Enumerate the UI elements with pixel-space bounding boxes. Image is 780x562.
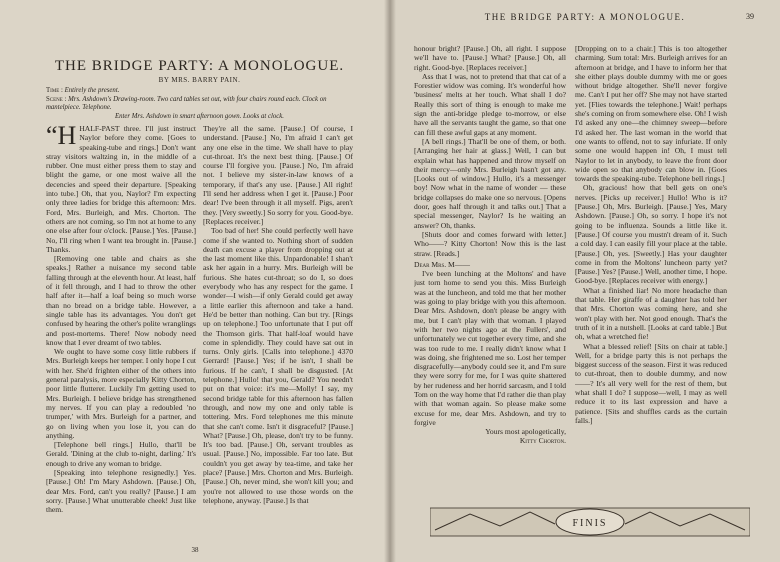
article-title: THE BRIDGE PARTY: A MONOLOGUE. — [54, 58, 345, 74]
book-gutter — [384, 0, 396, 562]
time-text: Entirely the present. — [64, 87, 120, 94]
paragraph: Oh, gracious! how that bell gets on one's nerves. [Picks up receiver.] Hullo! Who is it? [Pause.] Oh, Mrs. Burleigh. [Pause.] Yes, Mary Ashdown. [Pause.] Oh, so sorry. I hope it's not going to be influenza. Sounds a little like it. [Pause.] Of course you mustn't dream of it. Such a cold day. I can easily fill your place at the table. [Pause.] Oh, yes. [Sweetly.] Has your daughter come in from the Moltons' luncheon party yet? [Pause.] Yes? [Pause.] Well, another time, I hope. Good-bye. [Replaces receiver with energy.] — [575, 183, 727, 286]
paragraph: [Removing one table and chairs as she speaks.] Rather a nuisance my second table falling through at the eleventh hour. At least, half of it fell through, and I had to throw the other half after it—half a loaf being so much worse than no bread on a bridge table. However, a single table has its advantages. You don't get confused by hearing the other's polite wranglings and post-mortems. There! Now nobody need know that I ever dreamt of two tables. — [46, 254, 196, 347]
enter-text: Enter Mrs. Ashdown in smart afternoon gown. Looks at clock. — [114, 112, 285, 120]
paragraph: What a finished liar! No more headache than that table. Her giraffe of a daughter has told her that Mrs. Chorton was coming here, and she won't play with her. Not good enough. That's the truth of it in a nutshell. [Looks at card table.] But oh, what a wretched fie! — [575, 285, 727, 342]
paragraph: [Speaking into telephone resignedly.] Yes. [Pause.] Oh! I'm Mary Ashdown. [Pause.] Oh, dear Mrs. Ford, can't you really? [Pause.] I am sorry. [Pause.] What unutterable cheek! Just like them. — [46, 467, 196, 515]
page-number-left: 38 — [191, 546, 199, 554]
time-label: Time : — [46, 87, 63, 94]
finis-text: FINIS — [572, 518, 608, 529]
paragraph: What a blessed relief! [Sits on chair at table.] Well, for a bridge party this is not perhaps the biggest success of the season. First it was reduced to cut-throat, then to double dummy, and now——? It's all very well for the rest of them, but what shall I do? I suppose—well, I may as well reduce it to its last expression and have a patience. [Sits and shuffles cards as the curtain falls.] — [575, 341, 727, 425]
paragraph — [46, 124, 196, 254]
letter-body: I've been lunching at the Moltons' and have just torn home to send you this. Miss Burleigh was at the luncheon, and told me that her mother was going to play bridge with you this afternoon. Dear Mrs. Ashdown, don't please be angry with me, but I can't play with that woman. I played with her two nights ago at the Fullers', and unfortunately we cut together every time, and she was too rude to me. I really didn't know what I was doing, she frightened me so. Lost her temper disgracefully—anybody could see it, and I'm sure they were sorry for me, for I was quite shattered by her rudeness and her horrid sarcasm, and I told Tom on the way home that I'd rather die than play with that woman again. So please make some excuse for me, dear Mrs. Ashdown, and try to forgive — [414, 269, 566, 427]
left-column-1 — [46, 124, 196, 529]
paragraph: Ass that I was, not to pretend that that cat of a Forestier widow was coming. It's wonderful how 'business' melts at her touch. What shall I do? Really this sort of thing is enough to make me sign the anti-bridge pledge to-morrow, or else have all the servants taught the game, so that one can fill these awful gaps at any moment. — [414, 71, 566, 137]
page-number-right: 39 — [746, 12, 754, 21]
letter-signature: Kitty Chorton. — [519, 436, 566, 446]
author-byline: BY MRS. BARRY PAIN. — [158, 76, 241, 84]
left-column-2 — [203, 124, 353, 529]
stage-directions — [46, 87, 353, 121]
scene-line — [46, 96, 353, 113]
paragraph: We ought to have some cosy little rubbers if Mrs. Burleigh keeps her temper. I only hope I cut with her. She'd frighten either of the others into general paralysis, more especially Kitty Chorton, poor little flutterer. Luckily I'm getting used to Mrs. Burleigh. I believe bridge has strengthened my nerves. If you can play a redoubled 'no trumper,' with Mrs. Burleigh for a partner, and go on living when you lose it, you can do anything. — [46, 347, 196, 440]
paragraph: They're all the same. [Pause.] Of course, I understand. [Pause.] No, I'm afraid I can't get any one else in the time. We shall have to play cut-throat. It's the next best thing. [Pause.] Of course I'll forgive you. [Pause.] No, I'm afraid not. I believe my sister-in-law knows of a temporary, if that's any use. [Pause.] All right! I'll send her address when I get it. [Pause.] Poor dear! I've been through it all myself. Pigs, aren't they. [Very sweetly.] So sorry for you. Good-bye. [Replaces receiver.] — [203, 124, 353, 226]
paragraph-text: HALF-PAST three. I'll just instruct Naylor before they come. [Goes to speaking-tube and rings.] Don't want stray visitors waltzing in, in the middle of a rubber. One must either press them to stay and blight the game, or one most waive all the decencies and speed their departure. [Speaking into tube.] Oh, that you, Naylor? I'm expecting only three ladies for bridge this afternoon: Mrs. Ford, Mrs. Burleigh, and Mrs. Chorton. The others are not coming, so I'm not at home to any one else after four o'clock. [Pause.] Yes. [Pause.] No, I'll ring when I want tea brought in. [Pause.] Thanks. — [46, 124, 196, 254]
scene-text: Mrs. Ashdown's Drawing-room. Two card tables set out, with four chairs round each. Clock on mantelpiece. Telephone. — [46, 95, 327, 111]
paragraph: honour bright? [Pause.] Oh, all right. I suppose we'll have to. [Pause.] What? [Pause.] Oh, all right. Good-bye. [Replaces receiver.] — [414, 44, 566, 72]
paragraph: [Dropping on to a chair.] This is too altogether charming. Sum total: Mrs. Burleigh arrives for an afternoon at bridge, and I have to inform her that she either plays double dummy with me or goes without bridge altogether. She'll never forgive me. Can't I put her off? She may not have started yet. [Flies towards the telephone.] Wait! perhaps she's coming on from somewhere else. Oh! I wish I'd asked any one—the chimney sweep—before I'd asked her. The last woman in the world that one wants to offend, not to say infuriate. If only some one would happen in! Oh, I must tell Naylor to let in anybody, to leave the front door wide open so that anybody can blow in. [Goes towards the speaking-tube. Telephone bell rings.] — [575, 44, 727, 184]
paragraph: [Telephone bell rings.] Hullo, that'll be Gerald. 'Dining at the club to-night, darling.' It's enough to drive any woman to bridge. — [46, 440, 196, 468]
drop-cap: “H — [46, 124, 77, 150]
running-head: THE BRIDGE PARTY: A MONOLOGUE. — [484, 12, 686, 22]
letter-salutation: Dear Mrs. M—— — [414, 259, 470, 269]
paragraph: [A bell rings.] That'll be one of them, or both. [Arranging her hair at glass.] Well, I can but explain what has happened and throw myself on their mercy—only Mrs. Burleigh hasn't got any. [Looks out of window.] Hullo, it's a messenger boy! Now what in the name of wonder — these bridge collapses do make one so nervous. [Opens door, goes half through it and talks out.] That a special messenger, Naylor? Is he waiting an answer? Oh, thanks. — [414, 136, 566, 230]
paragraph: [Shuts door and comes forward with letter.] Who——? Kitty Chorton! Now this is the last straw. [Reads.] — [414, 229, 566, 258]
time-line — [46, 87, 353, 96]
enter-line — [46, 113, 353, 122]
scene-label: Scene : — [46, 95, 67, 103]
paragraph: Too bad of her! She could perfectly well have come if she wanted to. Nothing short of sudden death can excuse a player from dropping out at the last moment like this. Unpardonable! I shan't ask her again in a hurry. Mrs. Burleigh will be furious. She hates cut-throat; so do I, so does everybody who has any respect for the game. I wonder—I wish—if only Gerald could get away a little earlier this afternoon and take a hand. He'd be better than nothing. Can but try. [Rings up on telephone.] Too unfortunate that I put off the Thomson girls. That half-loaf would have come in splendidly. They could have sat out in turns. Only girls. [Calls into telephone.] 4370 Gerrard! [Pause.] Yes; if he isn't, I shall be furious. If he can't, I shall be disgusted. [At telephone.] Hullo! that you, Gerald? You needn't put on that voice: it's me—Molly! I say, my second bridge table for this afternoon has fallen through, and now my one and only table is tottering. Mrs. Ford telephones me this minute that she can't come. Isn't it disgraceful? [Pause.] What? [Pause.] Oh, please, don't try to be funny. It's too bad. [Pause.] Oh, servant troubles as usual. [Pause.] No, impossible. Far too late. But couldn't you get away by tea-time, and take her place? [Pause.] Mrs. Chorton and Mrs. Burleigh. [Pause.] Oh, never mind, she won't kill you; and you're not allowed to use those words on the telephone, anyway. [Pause.] Is that — [203, 226, 353, 505]
finis-ornament — [430, 500, 750, 540]
letter-close: Yours most apologetically, — [485, 427, 566, 437]
right-page — [390, 0, 780, 562]
right-column-1 — [414, 44, 566, 492]
right-column-2 — [575, 44, 727, 492]
